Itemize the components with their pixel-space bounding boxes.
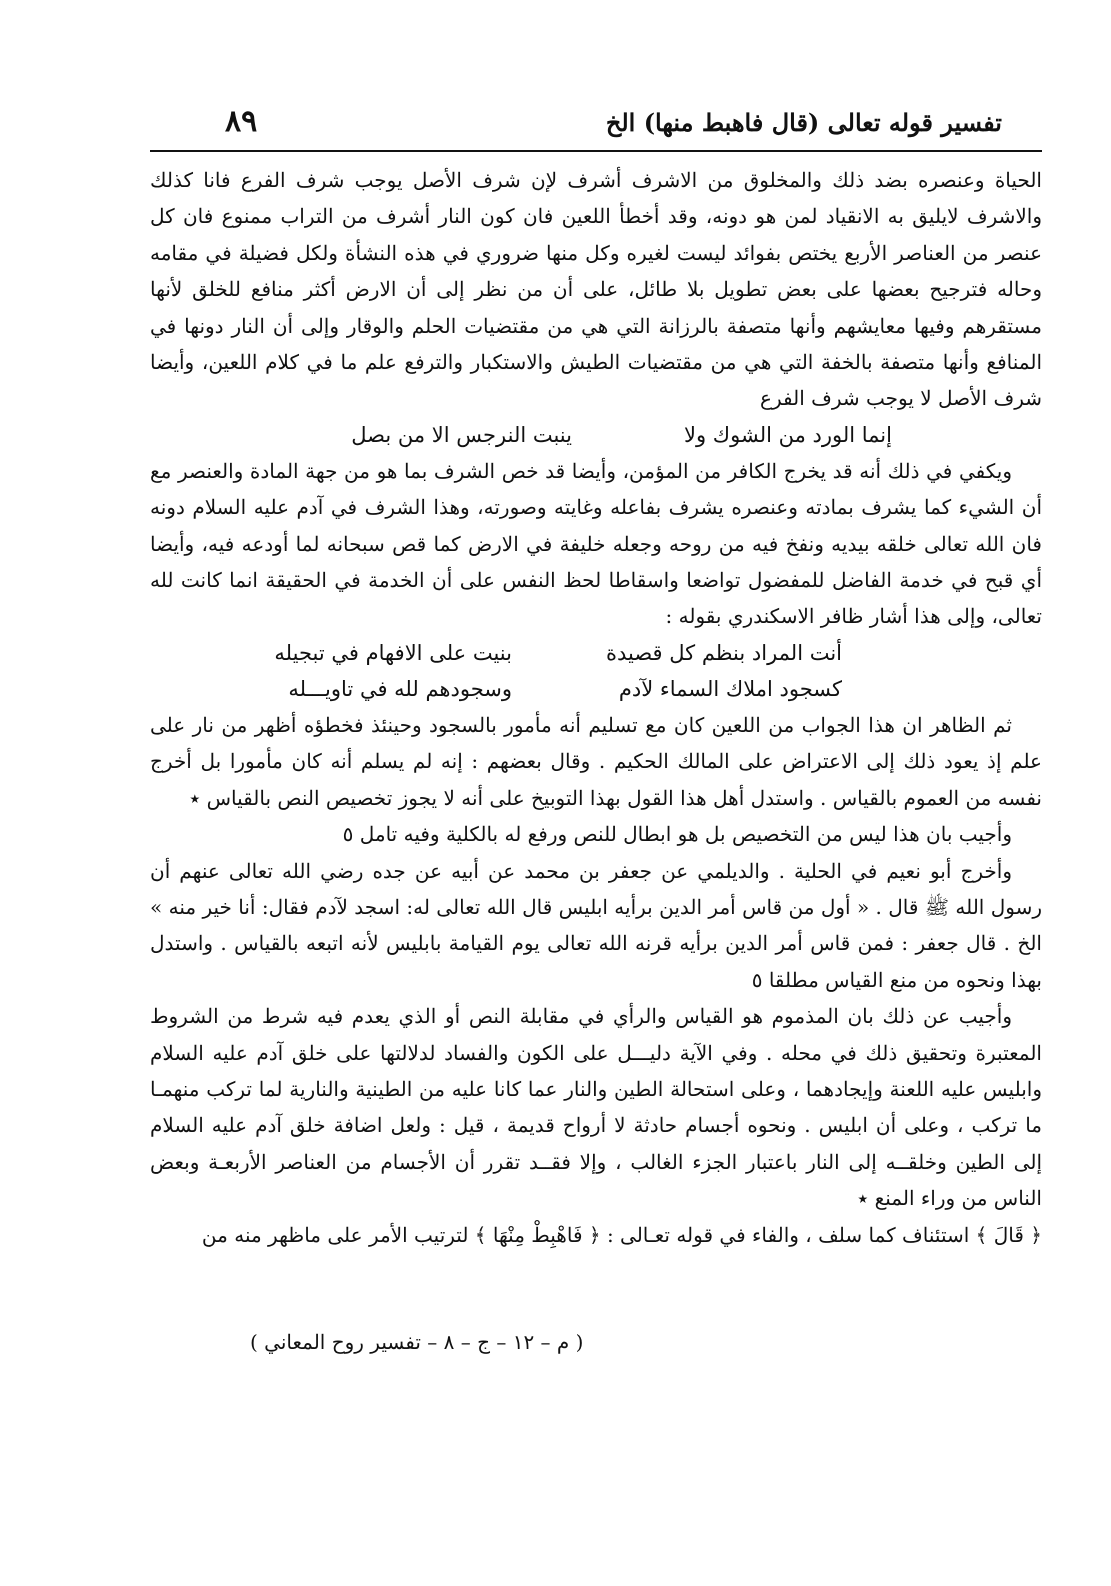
page-number: ٨٩ xyxy=(225,104,258,139)
paragraph-1: الحياة وعنصره بضد ذلك والمخلوق من الاشرف أشرف لإن شرف الأصل يوجب شرف الفرع فانا كذلك والاشرف لايليق به الانقياد لمن هو دونه، وقد أخطأ اللعين فان كون النار أشرف من التراب ممنوع فان كل عنصر من العناصر الأربع يختص بفوائد ليست لغيره وكل منها ضروري في هذه النشأة ولكل فضيلة في مقامه وحاله فترجيح بعضها على بعض تطويل بلا طائل، على أن من نظر إلى أن الارض أكثر منافع للخلق لأنها مستقرهم وفيها معايشهم وأنها متصفة بالرزانة التي هي من مقتضيات الحلم والوقار وإلى أن النار دونها في المنافع وأنها متصفة بالخفة التي هي من مقتضيات الطيش والاستكبار والترفع علم ما في كلام اللعين، وأيضا شرف الأصل لا يوجب شرف الفرع xyxy=(150,168,1043,411)
verse-1-second-hemistich: ينبت النرجس الا من بصل xyxy=(351,422,572,447)
verse-2 xyxy=(150,635,1042,671)
page-header xyxy=(150,100,1042,152)
verse-3 xyxy=(150,671,1042,707)
page-body xyxy=(150,152,1042,1253)
verse-1-first-hemistich: إنما الورد من الشوك ولا xyxy=(684,422,892,447)
page-footer-signature: ( م – ١٢ – ج – ٨ – تفسير روح المعاني ) xyxy=(250,1330,584,1354)
verse-3-first-hemistich: كسجود املاك السماء لآدم xyxy=(618,676,842,701)
paragraph-6: وأجيب عن ذلك بان المذموم هو القياس والرأي في مقابلة النص أو الذي يعدم فيه شرط من الشروط المعتبرة وتحقيق ذلك في محله . وفي الآية دليـــل على الكون والفساد لدلالتها على خلق آدم عليه السلام وابليس عليه اللعنة وإيجادهما ، وعلى استحالة الطين والنار عما كانا عليه من الطينية والنارية لما تركب منهمـا ما تركب ، وعلى أن ابليس . ونحوه أجسام حادثة لا أرواح قديمة ، قيل : ولعل اضافة خلق آدم عليه السلام إلى الطين وخلقــه إلى النار باعتبار الجزء الغالب ، وإلا فقــد تقرر أن الأجسام من العناصر الأربعـة وبعض الناس من وراء المنع ٭ xyxy=(150,1004,1043,1211)
paragraph-7: ﴿ قَالَ ﴾ استئناف كما سلف ، والفاء في قوله تعـالى : ﴿ فَاهْبِطْ مِنْهَا ﴾ لترتيب الأمر على ماظهر منه من xyxy=(201,1222,1042,1247)
paragraph-4: وأجيب بان هذا ليس من التخصيص بل هو ابطال للنص ورفع له بالكلية وفيه تامل ٥ xyxy=(342,822,1012,847)
paragraph-5: وأخرج أبو نعيم في الحلية . والديلمي عن جعفر بن محمد عن أبيه عن جده رضي الله تعالى عنهم أن رسول الله ﷺ قال . « أول من قاس أمر الدين برأيه ابليس قال الله تعالى له: اسجد لآدم فقال: أنا خير منه » الخ . قال جعفر : فمن قاس أمر الدين برأيه قرنه الله تعالى يوم القيامة بابليس لأنه اتبعه بالقياس . واستدل بهذا ونحوه من منع القياس مطلقا ٥ xyxy=(150,858,1042,992)
paragraph-3: ثم الظاهر ان هذا الجواب من اللعين كان مع تسليم أنه مأمور بالسجود وحينئذ فخطؤه أظهر من نار على علم إذ يعود ذلك إلى الاعتراض على المالك الحكيم . وقال بعضهم : إنه لم يسلم أنه كان مأمورا بل أخرج نفسه من العموم بالقياس . واستدل أهل هذا القول بهذا التوبيخ على أنه لا يجوز تخصيص النص بالقياس ٭ xyxy=(150,712,1042,810)
verse-2-first-hemistich: أنت المراد بنظم كل قصيدة xyxy=(605,640,842,665)
verse-3-second-hemistich: وسجودهم لله في تاويـــله xyxy=(288,676,512,701)
paragraph-2: ويكفي في ذلك أنه قد يخرج الكافر من المؤمن، وأيضا قد خص الشرف بما هو من جهة المادة والعنصر مع أن الشيء كما يشرف بمادته وعنصره يشرف بفاعله وغايته وصورته، وهذا الشرف في آدم عليه السلام دونه فان الله تعالى خلقه بيديه ونفخ فيه من روحه وجعله خليفة في الارض كما قص سبحانه لما أودعه فيه، وأيضا أي قبح في خدمة الفاضل للمفضول تواضعا واسقاطا لحظ النفس على أن الخدمة في الحقيقة انما كانت لله تعالى، وإلى هذا أشار ظافر الاسكندري بقوله : xyxy=(150,458,1042,629)
verse-1 xyxy=(150,417,1042,453)
document-page xyxy=(150,100,1042,1500)
verse-2-second-hemistich: بنيت على الافهام في تبجيله xyxy=(274,640,512,665)
running-title: تفسير قوله تعالى (قال فاهبط منها) الخ xyxy=(605,108,1002,137)
